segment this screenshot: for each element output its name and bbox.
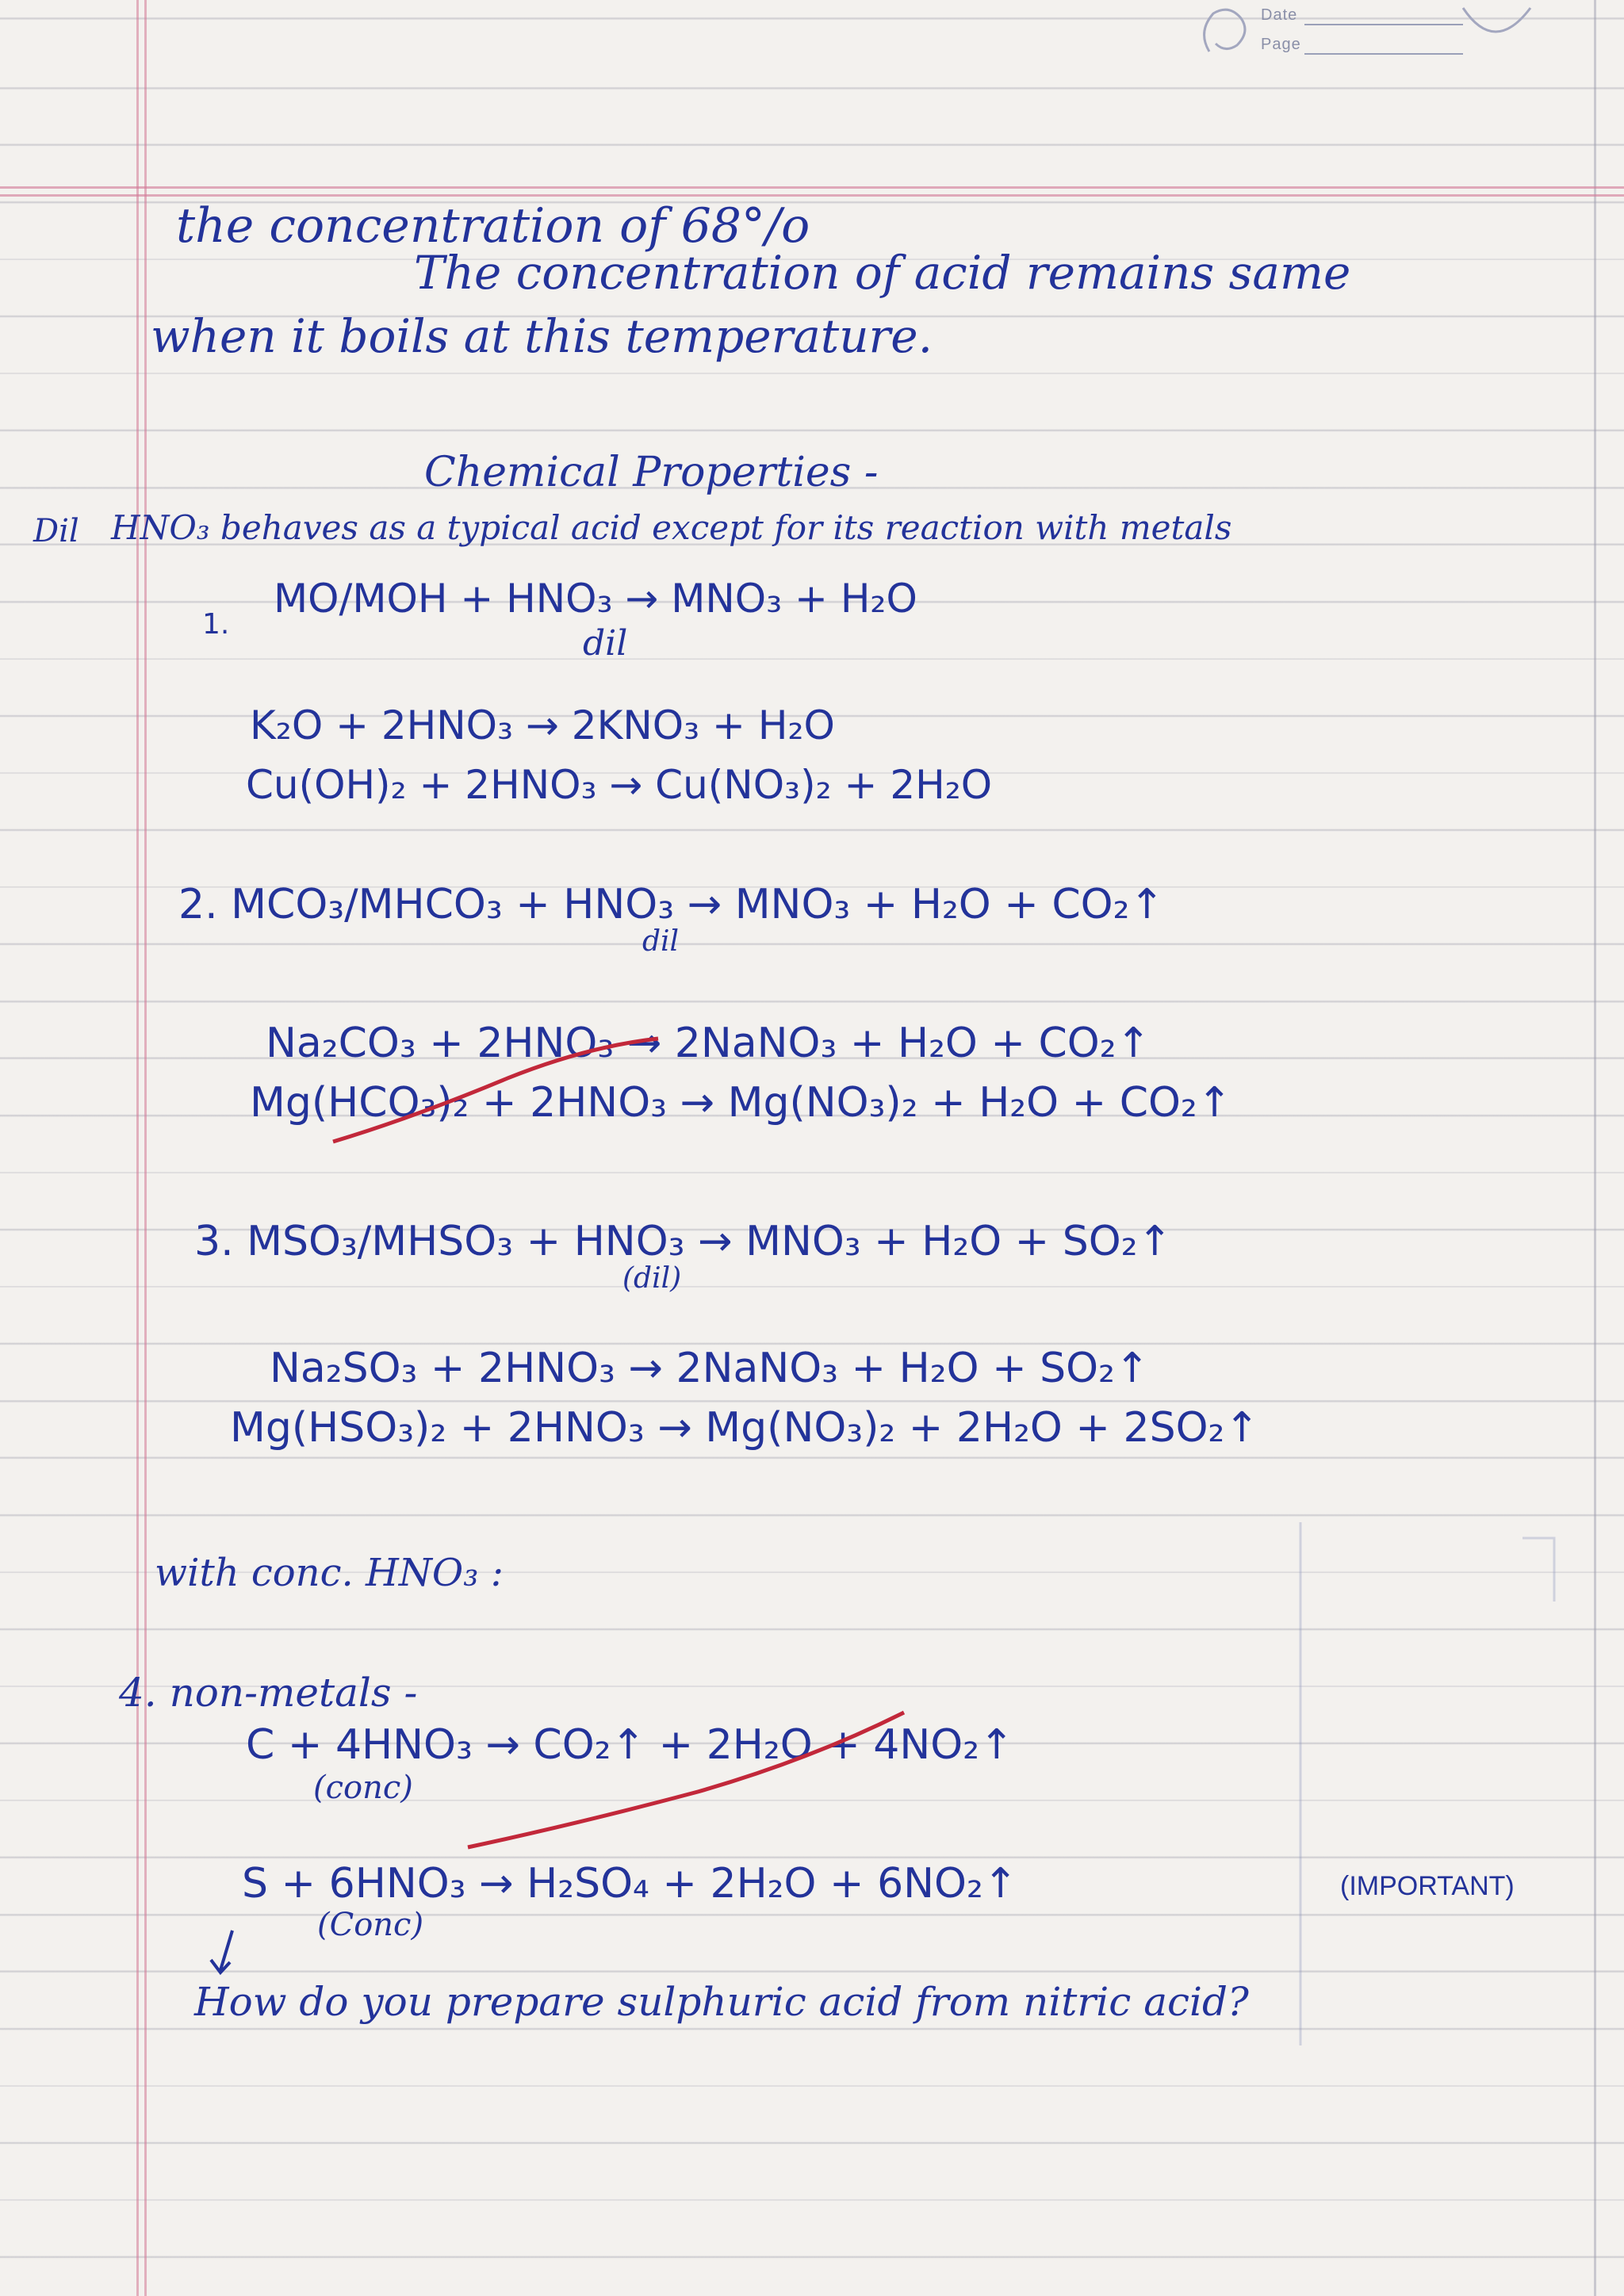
eq2-dil-note: dil xyxy=(642,925,680,958)
date-rule xyxy=(1304,24,1463,25)
header-line xyxy=(0,186,1624,189)
line-non-metals: 4. non-metals - xyxy=(119,1670,418,1716)
eq3b: Mg(HSO₃)₂ + 2HNO₃ → Mg(NO₃)₂ + 2H₂O + 2SO₂↑ xyxy=(230,1404,1259,1452)
eq1-dil-note: dil xyxy=(583,623,628,664)
date-label: Date xyxy=(1261,6,1298,24)
important-note: (IMPORTANT) xyxy=(1340,1871,1515,1901)
eq4b-conc-note: (Conc) xyxy=(317,1907,424,1943)
line-with-conc: with conc. HNO₃ : xyxy=(155,1551,504,1595)
eq1b: Cu(OH)₂ + 2HNO₃ → Cu(NO₃)₂ + 2H₂O xyxy=(246,762,993,808)
page-label: Page xyxy=(1261,36,1301,53)
red-underline-eq2 xyxy=(317,1023,730,1165)
line-typical-acid: HNO₃ behaves as a typical acid except for its reaction with metals xyxy=(111,508,1232,547)
red-strike-eq4a xyxy=(460,1705,920,1863)
margin-line-left-2 xyxy=(144,0,147,2296)
header-curl-icon xyxy=(1459,0,1538,55)
question-line: How do you prepare sulphuric acid from nitric acid? xyxy=(194,1979,1249,2025)
eq2a: Na₂CO₃ + 2HNO₃ → 2NaNO₃ + H₂O + CO₂↑ xyxy=(266,1020,1151,1067)
eq1: MO/MOH + HNO₃ → MNO₃ + H₂O xyxy=(274,576,917,622)
margin-line-right xyxy=(1594,0,1596,2296)
faint-bleedthrough-sketch xyxy=(1285,1506,1586,2061)
eq3-dil-note: (dil) xyxy=(622,1262,682,1295)
line-concentration-same: The concentration of acid remains same xyxy=(414,246,1351,300)
header-line-2 xyxy=(0,194,1624,197)
eq3a: Na₂SO₃ + 2HNO₃ → 2NaNO₃ + H₂O + SO₂↑ xyxy=(270,1345,1150,1392)
eq2: 2. MCO₃/MHCO₃ + HNO₃ → MNO₃ + H₂O + CO₂↑ xyxy=(178,881,1165,928)
eq4b: S + 6HNO₃ → H₂SO₄ + 2H₂O + 6NO₂↑ xyxy=(242,1860,1018,1908)
eq4a: C + 4HNO₃ → CO₂↑ + 2H₂O + 4NO₂↑ xyxy=(246,1721,1014,1769)
line-boils: when it boils at this temperature. xyxy=(151,309,933,363)
eq4a-conc-note: (conc) xyxy=(313,1770,413,1806)
eq2b: Mg(HCO₃)₂ + 2HNO₃ → Mg(NO₃)₂ + H₂O + CO₂↑ xyxy=(250,1079,1232,1127)
margin-line-left xyxy=(136,0,139,2296)
dil-label: Dil xyxy=(33,513,79,549)
heading-chemical-properties: Chemical Properties - xyxy=(424,449,879,496)
down-arrow-icon xyxy=(205,1927,244,1982)
eq3: 3. MSO₃/MHSO₃ + HNO₃ → MNO₃ + H₂O + SO₂↑ xyxy=(194,1218,1173,1265)
eq1-number: 1. xyxy=(202,608,230,641)
line-concentration: the concentration of 68°/o xyxy=(176,198,810,254)
eq1a: K₂O + 2HNO₃ → 2KNO₃ + H₂O xyxy=(250,702,835,748)
page-rule xyxy=(1304,53,1463,55)
